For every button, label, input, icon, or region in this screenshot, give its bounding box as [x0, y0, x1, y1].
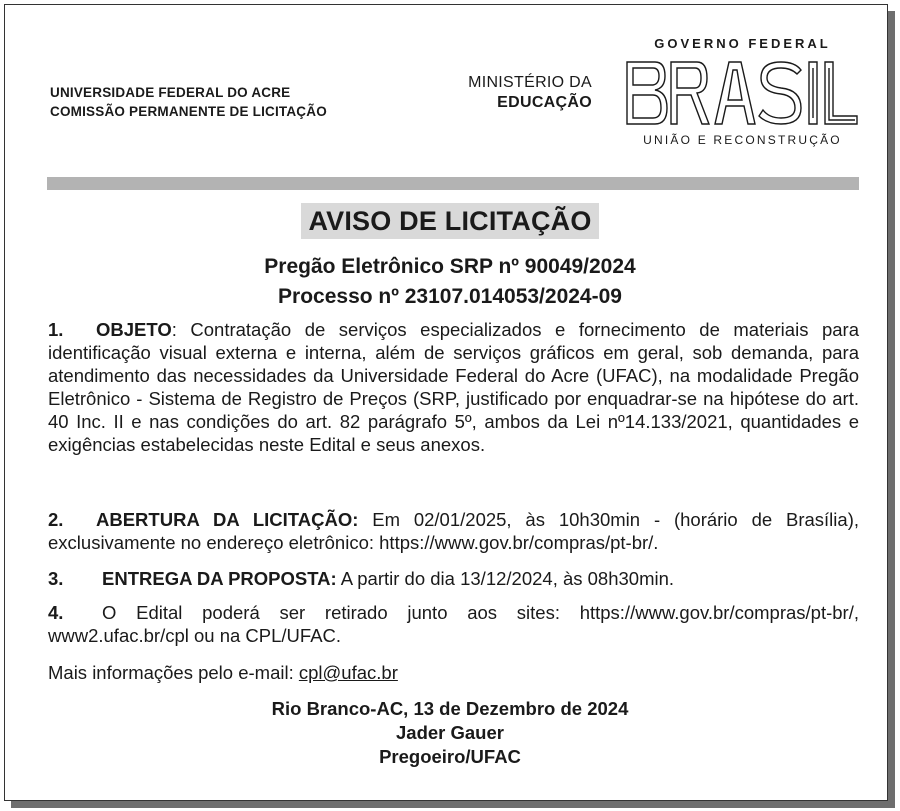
signer-name: Jader Gauer	[396, 722, 504, 743]
ministry-line1: MINISTÉRIO DA	[468, 74, 592, 91]
gov-slogan: UNIÃO E RECONSTRUÇÃO	[643, 133, 842, 147]
section-edital	[48, 601, 859, 647]
section-heading: OBJETO	[96, 319, 172, 340]
brasil-logo	[625, 58, 860, 128]
signer-role: Pregoeiro/UFAC	[379, 746, 521, 767]
section-abertura	[48, 508, 859, 554]
ministry-line2: EDUCAÇÃO	[497, 94, 592, 111]
notice-title: AVISO DE LICITAÇÃO	[301, 203, 598, 239]
section-entrega	[48, 567, 859, 590]
contact-label: Mais informações pelo e-mail:	[48, 662, 299, 683]
section-text: A partir do dia 13/12/2024, às 08h30min.	[336, 568, 675, 589]
section-number: 1.	[48, 319, 64, 340]
section-heading: ABERTURA DA LICITAÇÃO:	[96, 509, 359, 530]
pregao-number: Pregão Eletrônico SRP nº 90049/2024	[264, 255, 636, 278]
commission-name: COMISSÃO PERMANENTE DE LICITAÇÃO	[50, 104, 327, 119]
header-divider	[47, 177, 859, 190]
section-text: : Contratação de serviços especializados e fornecimento de materiais para identificação visual externa e interna, além de serviços gráficos em geral, sob demanda, para atendimento das necessidades da Universidade Federal do Acre (UFAC), na modalidade Pregão Eletrônico - Sistema de Registro de Preços (SRP, justificado por enquadrar-se na hipótese do art. 40 Inc. II e nas condições do art. 82 parágrafo 5º, ambos da Lei nº14.133/2021, quantidades e exigências estabelecidas neste Edital e seus anexos.	[48, 319, 859, 455]
section-number: 2.	[48, 509, 64, 530]
place-date: Rio Branco-AC, 13 de Dezembro de 2024	[271, 698, 629, 719]
ministry-logo	[455, 73, 592, 113]
processo-number: Processo nº 23107.014053/2024-09	[278, 285, 622, 308]
section-text: O Edital poderá ser retirado junto aos sites: https://www.gov.br/compras/pt-br/, www2.ufac.br/cpl ou na CPL/UFAC.	[48, 602, 859, 646]
section-heading: ENTREGA DA PROPOSTA:	[102, 568, 337, 589]
gov-federal-label: GOVERNO FEDERAL	[654, 36, 831, 51]
section-number: 4.	[48, 602, 64, 623]
contact-email-link[interactable]: cpl@ufac.br	[298, 662, 398, 683]
section-number: 3.	[48, 568, 64, 589]
section-objeto	[48, 318, 859, 456]
contact-line	[48, 661, 859, 684]
institution-name: UNIVERSIDADE FEDERAL DO ACRE	[50, 85, 291, 100]
section-text: Em 02/01/2025, às 10h30min - (horário de Brasília), exclusivamente no endereço eletrônico: https://www.gov.br/compras/pt-br/.	[48, 509, 859, 553]
institution-header	[50, 83, 327, 121]
